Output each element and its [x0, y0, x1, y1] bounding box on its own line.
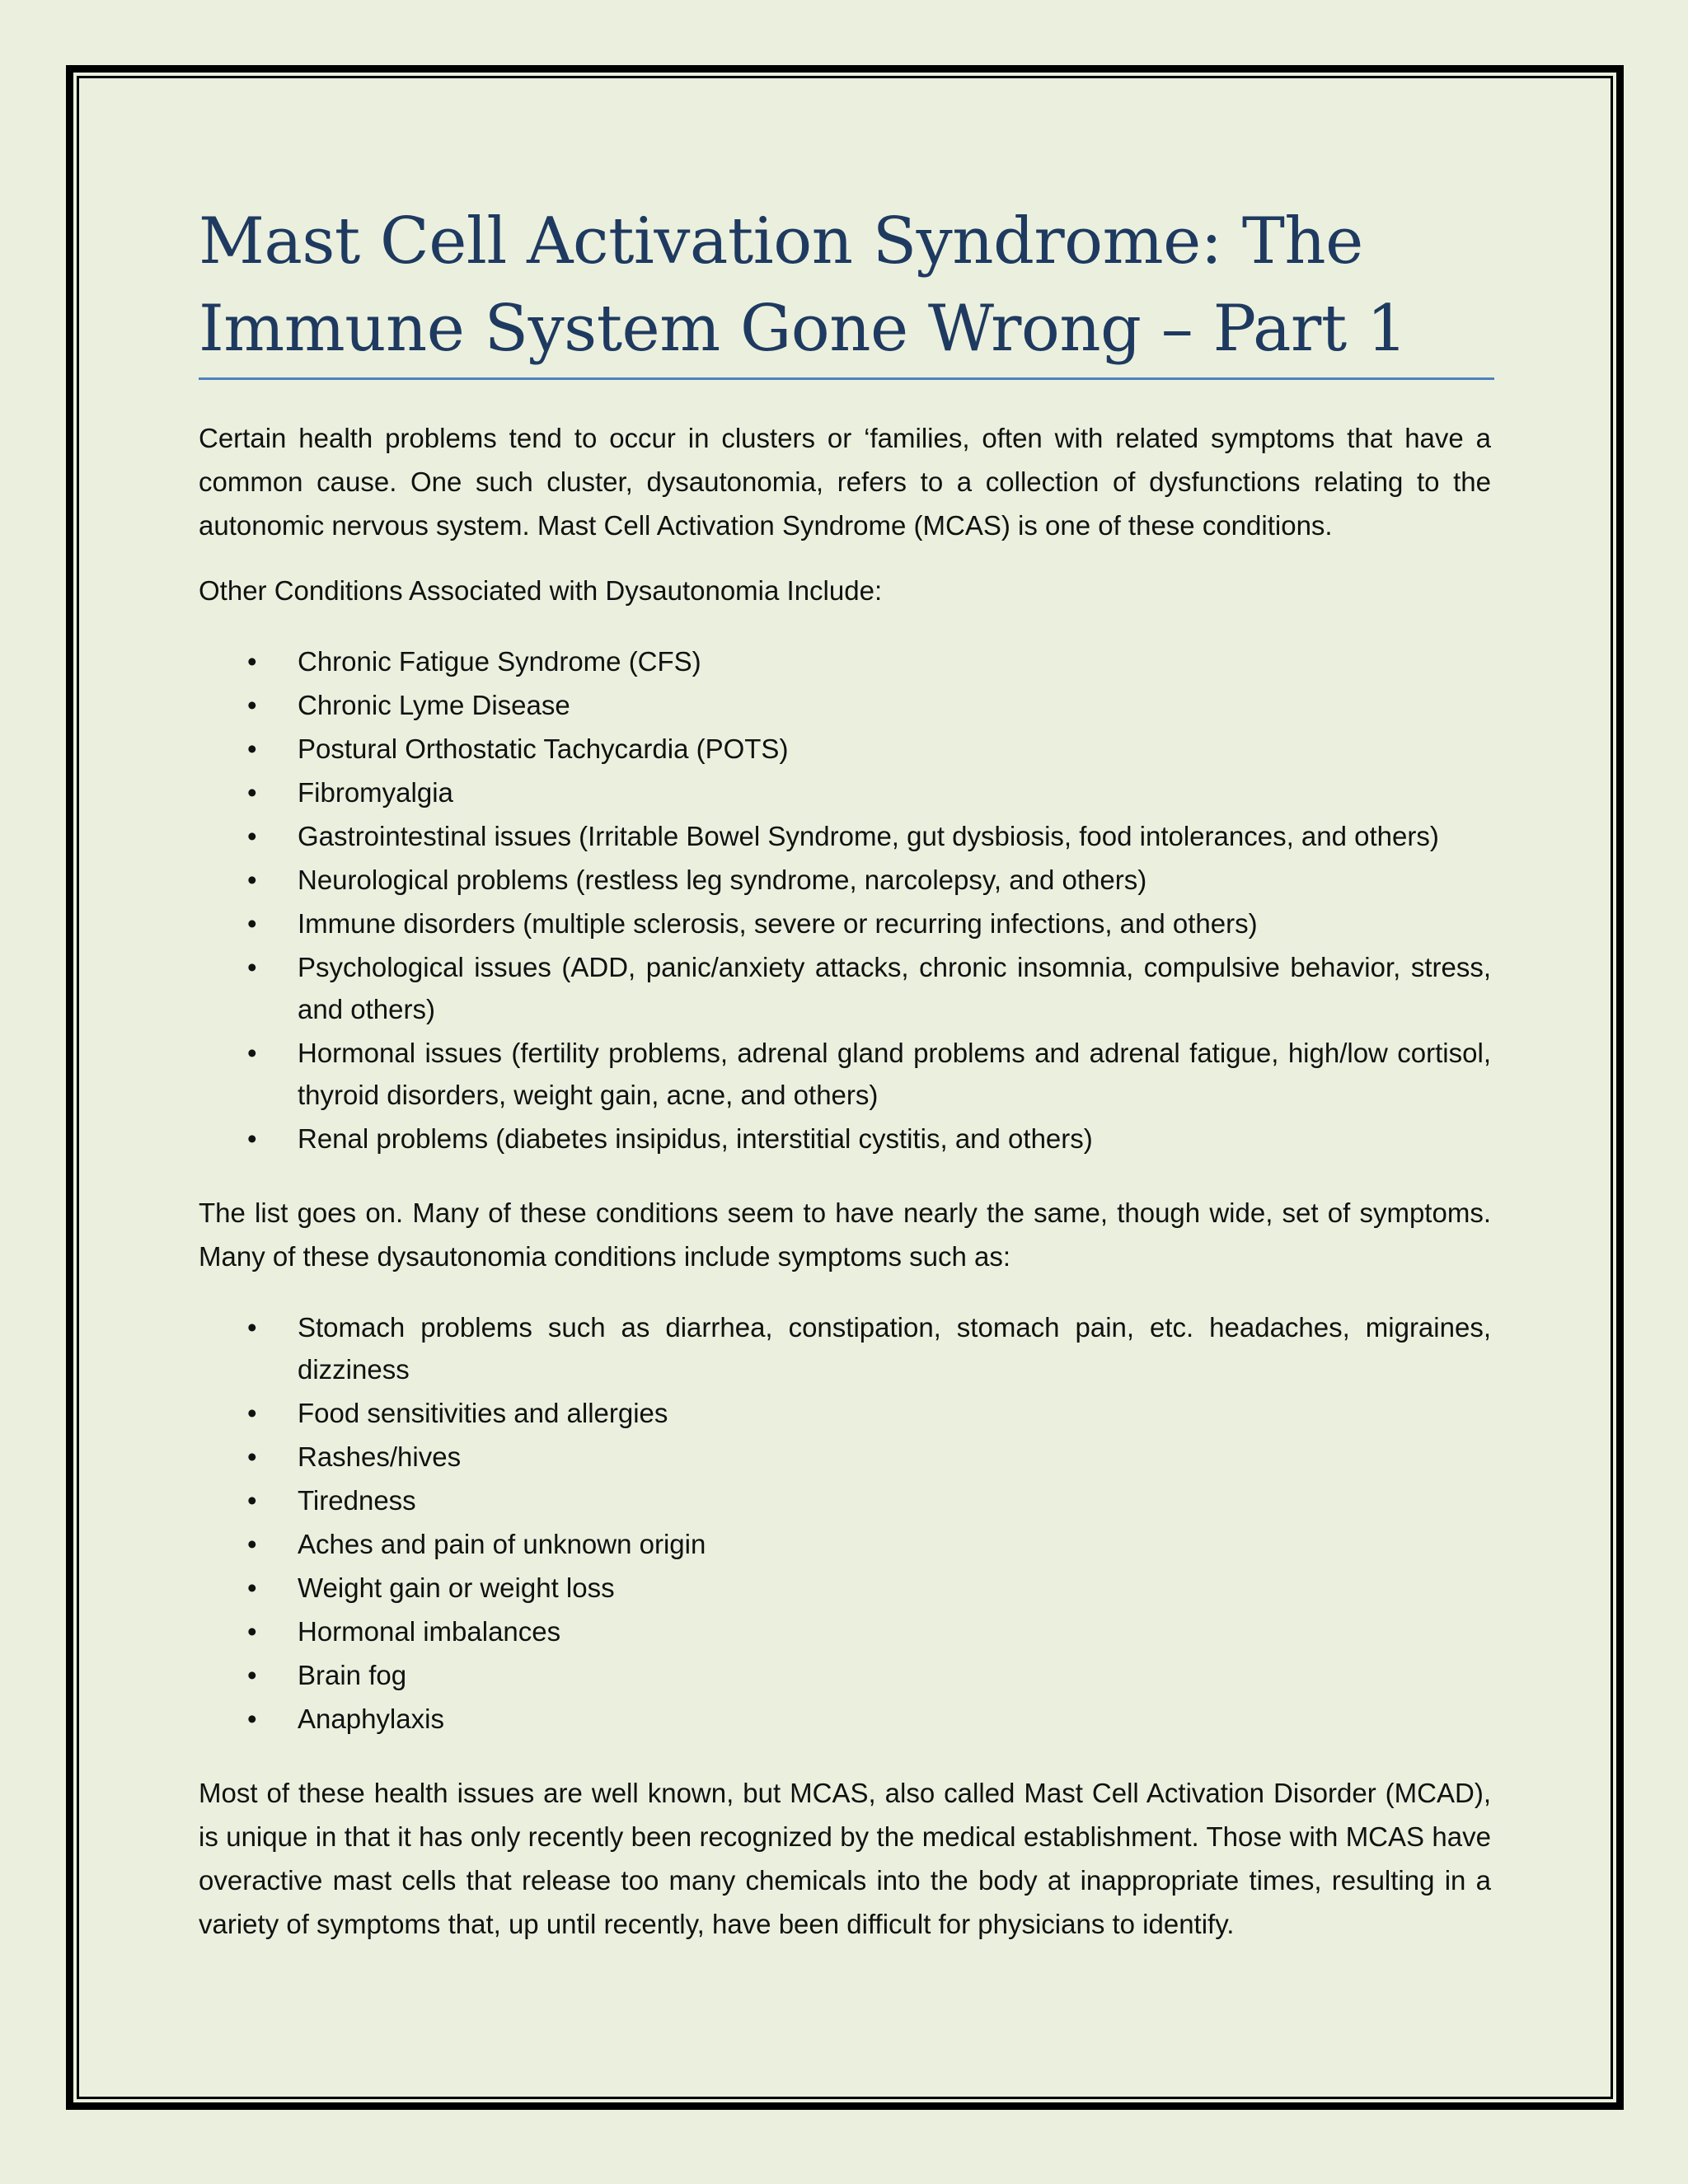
bullet-icon: •: [247, 908, 257, 939]
list-item: [199, 1032, 1491, 1116]
conditions-list: [199, 640, 1491, 1160]
document-title: [199, 198, 1491, 373]
bullet-icon: •: [247, 1312, 257, 1343]
list-item: [199, 1392, 1491, 1434]
list-item: [199, 815, 1491, 857]
list-item-text: Psychological issues (ADD, panic/anxiety attacks, chronic insomnia, compulsive behavior, stress, and others): [298, 952, 1491, 1024]
list-item-text: Rashes/hives: [298, 1441, 462, 1472]
intro-paragraph: Certain health problems tend to occur in clusters or ‘families, often with related symptoms that have a common cause. One such cluster, dysautonomia, refers to a collection of dysfunctions relating to the autonomic nervous system. Mast Cell Activation Syndrome (MCAS) is one of these conditions.: [199, 423, 1491, 541]
list-item: [199, 1654, 1491, 1696]
bullet-icon: •: [247, 1704, 257, 1734]
bullet-icon: •: [247, 1441, 257, 1472]
bullet-icon: •: [247, 1616, 257, 1647]
list-item-text: Immune disorders (multiple sclerosis, severe or recurring infections, and others): [298, 908, 1258, 939]
list-item: [199, 1306, 1491, 1390]
list-item: [199, 771, 1491, 813]
bullet-icon: •: [247, 1572, 257, 1603]
list-item-text: Weight gain or weight loss: [298, 1572, 615, 1603]
document-body: [199, 198, 1491, 1962]
bullet-icon: •: [247, 821, 257, 851]
list-item: [199, 859, 1491, 901]
bullet-icon: •: [247, 1485, 257, 1516]
bullet-icon: •: [247, 865, 257, 895]
list-item-text: Gastrointestinal issues (Irritable Bowel Syndrome, gut dysbiosis, food intolerances, and others): [298, 821, 1439, 851]
bullet-icon: •: [247, 952, 257, 982]
title-underline: [199, 377, 1494, 380]
list-item: [199, 684, 1491, 726]
bullet-icon: •: [247, 1038, 257, 1068]
bullet-icon: •: [247, 1660, 257, 1690]
list-item-text: Renal problems (diabetes insipidus, interstitial cystitis, and others): [298, 1123, 1093, 1154]
list-item: [199, 1479, 1491, 1521]
list-item: [199, 1118, 1491, 1160]
list-item-text: Chronic Lyme Disease: [298, 690, 570, 720]
bullet-icon: •: [247, 777, 257, 808]
bullet-icon: •: [247, 646, 257, 677]
list-item-text: Stomach problems such as diarrhea, constipation, stomach pain, etc. headaches, migraines, dizziness: [298, 1312, 1491, 1385]
list-item-text: Hormonal issues (fertility problems, adrenal gland problems and adrenal fatigue, high/low cortisol, thyroid disorders, weight gain, acne, and others): [298, 1038, 1491, 1110]
list-item: [199, 728, 1491, 770]
list-item-text: Food sensitivities and allergies: [298, 1398, 668, 1428]
conditions-heading: Other Conditions Associated with Dysautonomia Include:: [199, 575, 883, 606]
list-item: [199, 946, 1491, 1030]
list-item-text: Postural Orthostatic Tachycardia (POTS): [298, 733, 789, 764]
title-line-2: Immune System Gone Wrong – Part 1: [199, 292, 1408, 366]
list-item-text: Anaphylaxis: [298, 1704, 444, 1734]
list-item: [199, 1698, 1491, 1740]
bullet-icon: •: [247, 1398, 257, 1428]
list-item: [199, 1523, 1491, 1565]
list-item-text: Aches and pain of unknown origin: [298, 1529, 706, 1559]
list-item-text: Hormonal imbalances: [298, 1616, 561, 1647]
title-line-1: Mast Cell Activation Syndrome: The: [199, 204, 1363, 279]
bullet-icon: •: [247, 733, 257, 764]
list-item: [199, 902, 1491, 944]
list-item-text: Neurological problems (restless leg syndrome, narcolepsy, and others): [298, 865, 1147, 895]
list-item: [199, 1436, 1491, 1478]
list-item-text: Tiredness: [298, 1485, 416, 1516]
list-item: [199, 1567, 1491, 1609]
list-item-text: Chronic Fatigue Syndrome (CFS): [298, 646, 701, 677]
list-item: [199, 640, 1491, 682]
list-item-text: Brain fog: [298, 1660, 407, 1690]
symptoms-intro-paragraph: The list goes on. Many of these conditions seem to have nearly the same, though wide, set of symptoms. Many of these dysautonomia conditions include symptoms such as:: [199, 1197, 1491, 1272]
bullet-icon: •: [247, 1529, 257, 1559]
symptoms-list: [199, 1306, 1491, 1740]
list-item-text: Fibromyalgia: [298, 777, 453, 808]
list-item: [199, 1610, 1491, 1652]
bullet-icon: •: [247, 690, 257, 720]
closing-paragraph: Most of these health issues are well known, but MCAS, also called Mast Cell Activation Disorder (MCAD), is unique in that it has only recently been recognized by the medical establishment. Those with MCAS have overactive mast cells that release too many chemicals into the body at inappropriate times, resulting in a variety of symptoms that, up until recently, have been difficult for physicians to identify.: [199, 1778, 1491, 1939]
bullet-icon: •: [247, 1123, 257, 1154]
